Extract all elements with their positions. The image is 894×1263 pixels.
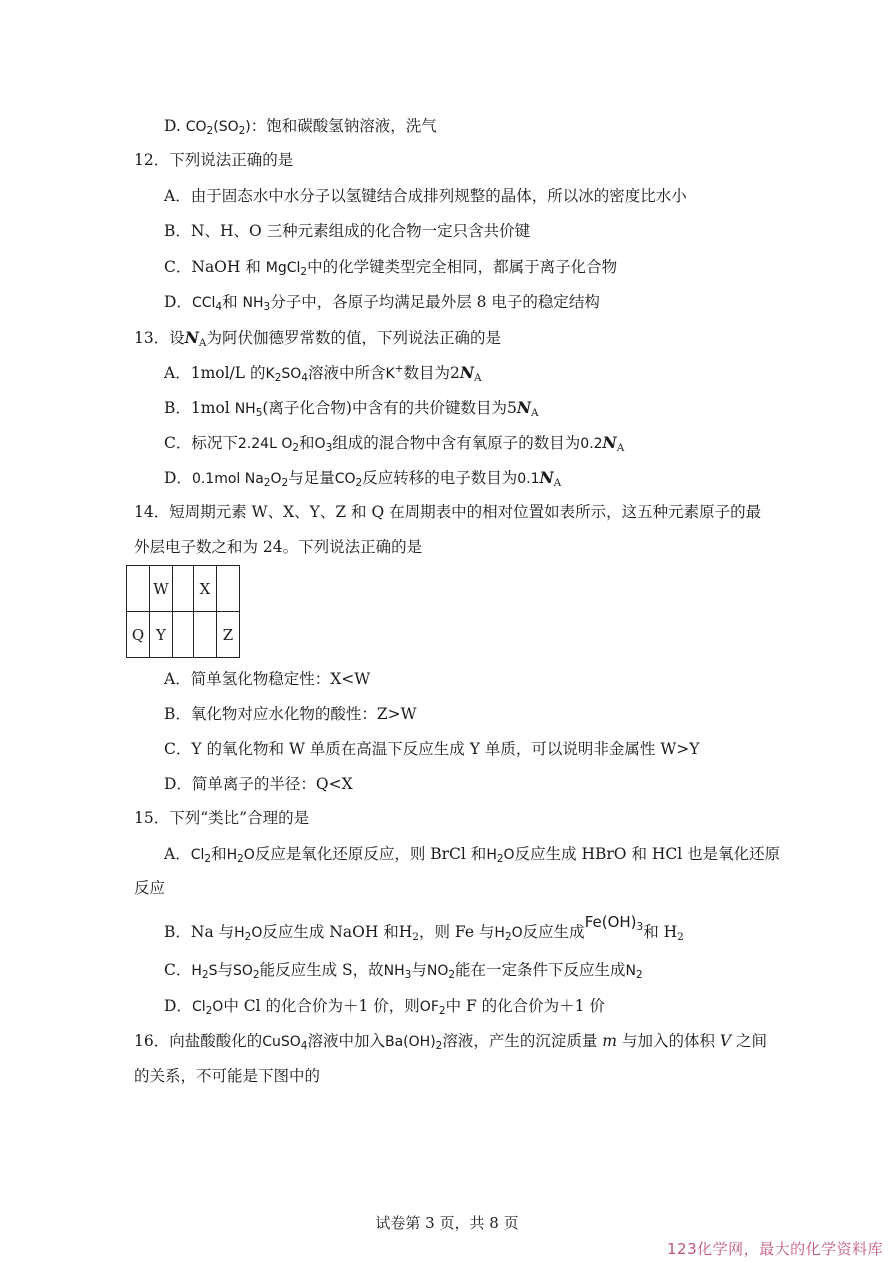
q14-stem-line2: 外层电子数之和为 24。下列说法正确的是 (134, 538, 423, 556)
q12-stem: 12．下列说法正确的是 (134, 151, 294, 169)
q12-option-c: C．NaOH 和 MgCl$_2$中的化学键类型完全相同，都属于离子化合物 (164, 258, 618, 278)
table-cell: Z (217, 612, 240, 658)
table-cell (173, 566, 194, 612)
q13-option-b: B．1mol $NH_5$(离子化合物)中含有的共价键数目为$5N_A$ (164, 398, 539, 419)
q13-option-d: D．0.1mol $Na_2O_2$与足量$CO_2$反应转移的电子数目为$0.1N_A$ (164, 468, 562, 489)
q11-option-d: D. $CO_2(SO_2)$：饱和碳酸氢钠溶液，洗气 (164, 117, 437, 137)
table-cell: W (150, 566, 173, 612)
formula-co2-so2: $CO_2(SO_2)$ (185, 119, 251, 137)
q12-option-a: A．由于固态水中水分子以氢键结合成排列规整的晶体，所以冰的密度比水小 (164, 187, 687, 205)
q13-option-a: A．1mol/L 的$K_2SO_4$溶液中所含K+数目为$2N_A$ (164, 363, 482, 384)
table-cell (173, 612, 194, 658)
table-cell: Q (127, 612, 150, 658)
q14-stem-line1: 14．短周期元素 W、X、Y、Z 和 Q 在周期表中的相对位置如表所示，这五种元素原子的最 (134, 503, 762, 521)
q12-option-d: D．CCl$_4$和 $NH_3$分子中，各原子均满足最外层 8 电子的稳定结构 (164, 293, 600, 313)
q14-option-c: C．Y 的氧化物和 W 单质在高温下反应生成 Y 单质，可以说明非金属性 W>Y (164, 740, 700, 758)
table-row (127, 566, 240, 612)
q15-option-a-line2: 反应 (134, 879, 166, 897)
q15-option-a: A．$Cl_2$和$H_2O$反应是氧化还原反应，则 BrCl 和$H_2O$反应生成 HBrO 和 HCl 也是氧化还原 (164, 845, 781, 865)
q13-stem: 13．设$N_A$为阿伏伽德罗常数的值，下列说法正确的是 (134, 328, 502, 349)
q15-option-c: C．$H_2S$与$SO_2$能反应生成 S，故$NH_3$与$NO_2$能在一定条件下反应生成$N_2$ (164, 961, 643, 981)
table-cell (217, 566, 240, 612)
q14-option-a: A．简单氢化物稳定性：X<W (164, 670, 371, 688)
q16-stem-line1: 16．向盐酸酸化的CuSO$_4$溶液中加入$Ba(OH)_2$溶液，产生的沉淀质量 m 与加入的体积 V 之间 (134, 1032, 768, 1052)
q15-option-d: D．$Cl_2O$中 Cl 的化合价为＋1 价，则$OF_2$中 F 的化合价为＋1 价 (164, 997, 605, 1017)
table-row (127, 612, 240, 658)
q15-option-b: B．Na 与$H_2O$反应生成 NaOH 和$H_2$，则 Fe 与$H_2O$反应生成$Fe(OH)_3$和 $H_2$ (164, 913, 684, 943)
page-footer: 试卷第 3 页，共 8 页 (375, 1214, 519, 1232)
q15-stem: 15．下列“类比”合理的是 (134, 809, 310, 827)
q16-stem-line2: 的关系，不可能是下图中的 (134, 1067, 321, 1085)
periodic-table-fragment (126, 565, 240, 658)
table-cell (127, 566, 150, 612)
q13-option-c: C．标况下2.24L $O_2$和$O_3$组成的混合物中含有氧原子的数目为$0.2N_A$ (164, 433, 625, 454)
q12-option-b: B．N、H、O 三种元素组成的化合物一定只含共价键 (164, 222, 531, 240)
table-cell: Y (150, 612, 173, 658)
q14-option-d: D．简单离子的半径：Q<X (164, 775, 353, 793)
watermark-text: 123化学网，最大的化学资料库 (667, 1240, 884, 1258)
q14-option-b: B．氧化物对应水化物的酸性：Z>W (164, 705, 417, 723)
table-cell: X (194, 566, 217, 612)
table-cell (194, 612, 217, 658)
